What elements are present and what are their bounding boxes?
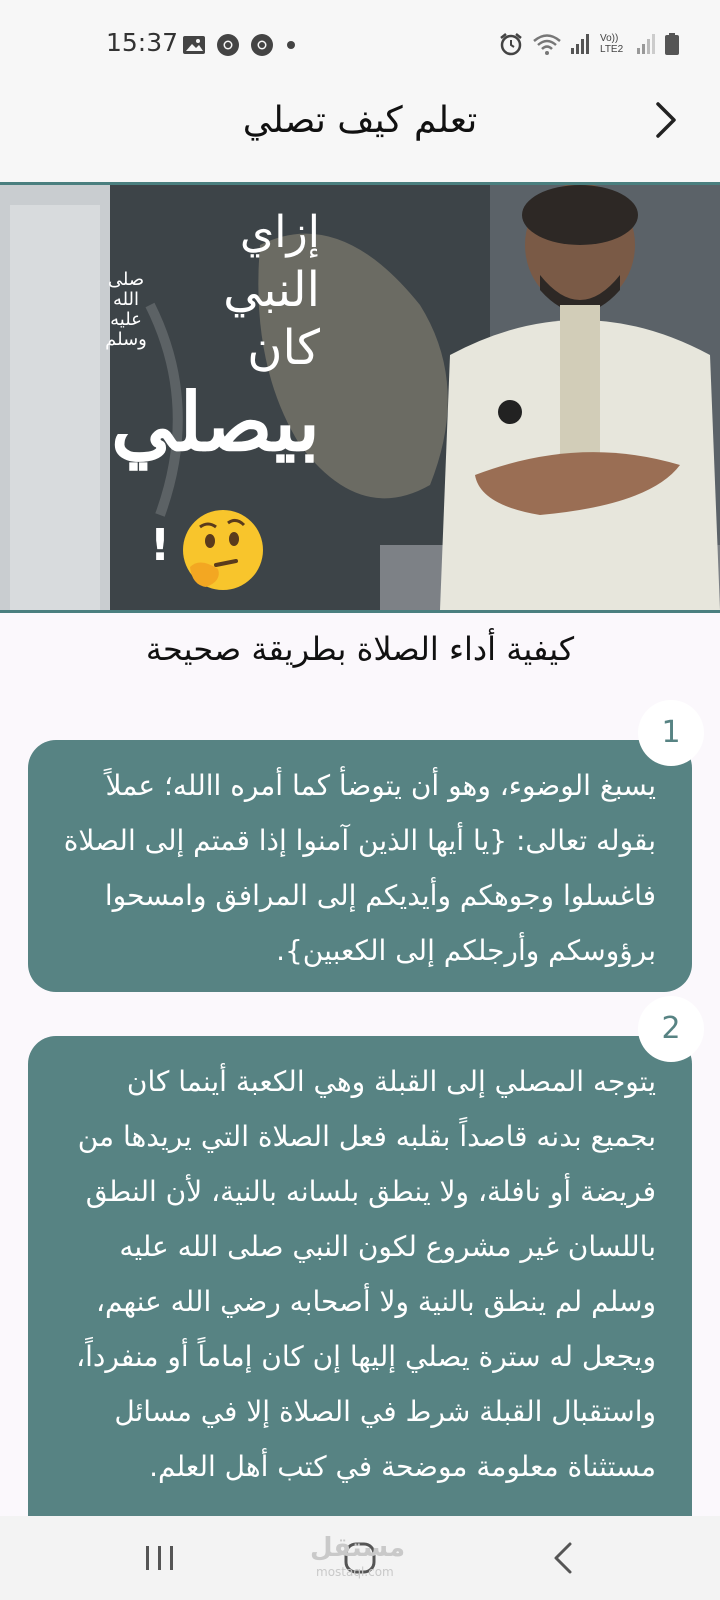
chevron-right-icon[interactable] xyxy=(646,100,686,140)
back-icon[interactable] xyxy=(542,1538,586,1578)
status-right-icons xyxy=(498,31,680,57)
alarm-icon xyxy=(498,31,524,57)
chrome-icon xyxy=(250,33,274,57)
app-bar xyxy=(0,88,720,185)
hero-text xyxy=(50,205,320,467)
wifi-icon xyxy=(532,32,562,56)
page-title: تعلم كيف تصلي xyxy=(242,100,478,141)
hero-line2: النبي xyxy=(223,262,320,318)
hero-banner xyxy=(0,185,720,613)
step-text: يتوجه المصلي إلى القبلة وهي الكعبة أينما كان بجميع بدنه قاصداً بقلبه فعل الصلاة التي يريدها من فريضة أو نافلة، ولا ينطق بلسانه بالنية، لأن النطق باللسان غير مشروع لكون النبي صلى الله عليه وسلم لم ينطق بالنية ولا أصحابه رضي الله عنهم، ويجعل له سترة يصلي إليها إن كان إماماً أو منفرداً، واستقبال القبلة شرط في الصلاة إلا في مسائل مستثناة معلومة موضحة في كتب أهل العلم. xyxy=(76,1065,656,1483)
watermark: مستقل xyxy=(310,1533,406,1563)
volte-icon: Vo)) LTE2 xyxy=(600,33,624,55)
battery-icon xyxy=(664,32,680,56)
step-card xyxy=(28,1036,692,1556)
signal-icon xyxy=(636,33,656,55)
status-time: 15:37 xyxy=(106,28,179,57)
recents-icon[interactable] xyxy=(138,1538,182,1578)
status-bar xyxy=(0,0,720,88)
thinking-face-icon xyxy=(178,505,268,595)
hero-exclaim: ! xyxy=(150,520,171,571)
watermark-sub: mostaql.com xyxy=(316,1565,394,1579)
step-text: يسبغ الوضوء، وهو أن يتوضأ كما أمره االله؛ عملاً بقوله تعالى: {يا أيها الذين آمنوا إذا قمتم إلى الصلاة فاغسلوا وجوهكم وأيديكم إلى المرافق وامسحوا برؤوسكم وأرجلكم إلى الكعبين}. xyxy=(63,769,656,967)
dot-icon xyxy=(284,38,298,52)
hero-line1: إزاي xyxy=(239,207,320,258)
hero-line4: بيصلي xyxy=(111,375,320,469)
hero-honorific: صلى الله عليه وسلم xyxy=(105,269,147,350)
image-icon xyxy=(182,35,206,55)
step-number-badge: 2 xyxy=(638,996,704,1062)
section-title: كيفية أداء الصلاة بطريقة صحيحة xyxy=(145,630,575,668)
hero-line3: كان xyxy=(247,320,320,376)
status-left-icons xyxy=(182,33,298,57)
chrome-icon xyxy=(216,33,240,57)
signal-icon xyxy=(570,33,592,55)
step-card xyxy=(28,740,692,992)
step-number-badge: 1 xyxy=(638,700,704,766)
